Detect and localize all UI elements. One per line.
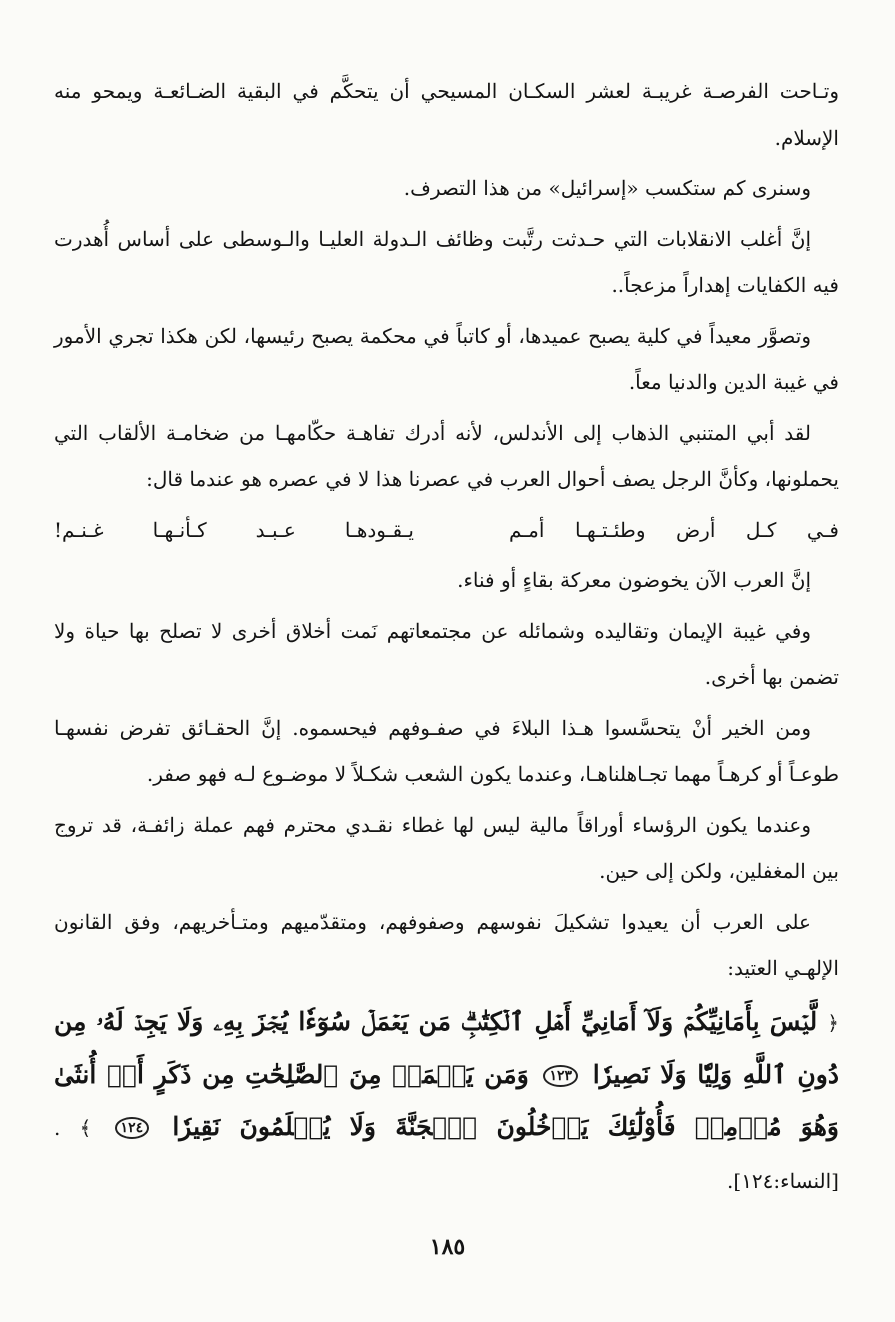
paragraph-6: إنَّ العرب الآن يخوضون معركة بقاءٍ أو فناء. — [457, 568, 811, 592]
paragraph-10: على العرب أن يعيدوا تشكيلَ نفوسهم وصفوفهم، ومتقدّميهم ومتـأخريهم، وفق القانون الإلهـي العتيد: — [54, 909, 839, 980]
paragraph-3: إنَّ أغلب الانقلابات التي حـدثت رتَّبت وظائف الـدولة العليـا والـوسطى على أساس أُهدرت فيه الكفايات إهداراً مزعجاً.. — [54, 226, 839, 297]
poem-hemistich-1: فـي كـل أرض وطئـتـهـا أمـم — [509, 517, 839, 542]
paragraph-5: لقد أبي المتنبي الذهاب إلى الأندلس، لأنه أدرك تفاهـة حكّامهـا من ضخامـة الألقاب التي يحملونها، وكأنَّ الرجل يصف أحوال العرب في عصرنا هذا لا في عصره هو عندما قال: — [54, 420, 839, 491]
quran-open-bracket: ﴿ — [827, 1010, 839, 1035]
paragraph-8: ومن الخير أنْ يتحسَّسوا هـذا البلاءَ في صفـوفهم فيحسموه. إنَّ الحقـائق تفرض نفسهـا طوعـاً أو كرهـاً مهما تجـاهلناهـا، وعندما يكون الشعب شكـلاً لا موضـوع لـه فهو صفر. — [54, 715, 839, 786]
paragraph-2: وسنرى كم ستكسب «إسرائيل» من هذا التصرف. — [403, 176, 811, 200]
quran-close-bracket: ﴾ — [79, 1115, 92, 1140]
paragraph-7: وفي غيبة الإيمان وتقاليده وشمائله عن مجتمعاتهم نَمت أخلاق أخرى لا تصلح بها حياة ولا تضمن بها أخرى. — [54, 618, 839, 689]
quran-verse-part-1: لَّيۡسَ بِأَمَانِيِّكُمۡ وَلَآ أَمَانِيِّ أَهۡلِ ٱلۡكِتَٰبِۗ مَن يَعۡمَلۡ سُوٓءٗا يُجۡزَ بِهِۦ وَلَا يَجِدۡ لَهُۥ مِن دُونِ ٱللَّهِ وَلِيّٗا وَلَا نَصِيرٗا — [54, 1006, 839, 1089]
ayah-number-2: ١٢٤ — [115, 1117, 150, 1139]
quran-citation: . [النساء:١٢٤]. — [54, 1115, 839, 1193]
poem-hemistich-2: يـقـودهـا عـبـد كـأنـهـا غـنـم! — [54, 517, 414, 542]
paragraph-9: وعندما يكون الرؤساء أوراقاً مالية ليس لها غطاء نقـدي محترم فهم عملة زائفـة، قد تروج بين المغفلين، ولكن إلى حين. — [54, 812, 839, 883]
body-text — [54, 68, 839, 1207]
quran-verse — [54, 996, 839, 1207]
paragraph-4: وتصوَّر معيداً في كلية يصبح عميدها، أو كاتباً في محكمة يصبح رئيسها، لكن هكذا تجري الأمور في غيبة الدين والدنيا معاً. — [54, 323, 839, 394]
page-number: ١٨٥ — [429, 1234, 466, 1260]
paragraph-1: وتـاحت الفرصـة غريبـة لعشر السكـان المسيحي أن يتحكَّم في البقية الضـائعـة ويمحو منه الإسلام. — [54, 79, 839, 150]
quran-verse-part-2: وَمَن يَعۡمَلۡ مِنَ ٱلصَّٰلِحَٰتِ مِن ذَكَرٍ أَوۡ أُنثَىٰ وَهُوَ مُؤۡمِنٞ فَأُوْلَٰٓئِكَ يَدۡخُلُونَ ٱلۡجَنَّةَ وَلَا يُظۡلَمُونَ نَقِيرٗا — [54, 1059, 839, 1141]
poem-verse — [54, 507, 839, 554]
ayah-number-1: ١٢٣ — [543, 1065, 578, 1087]
